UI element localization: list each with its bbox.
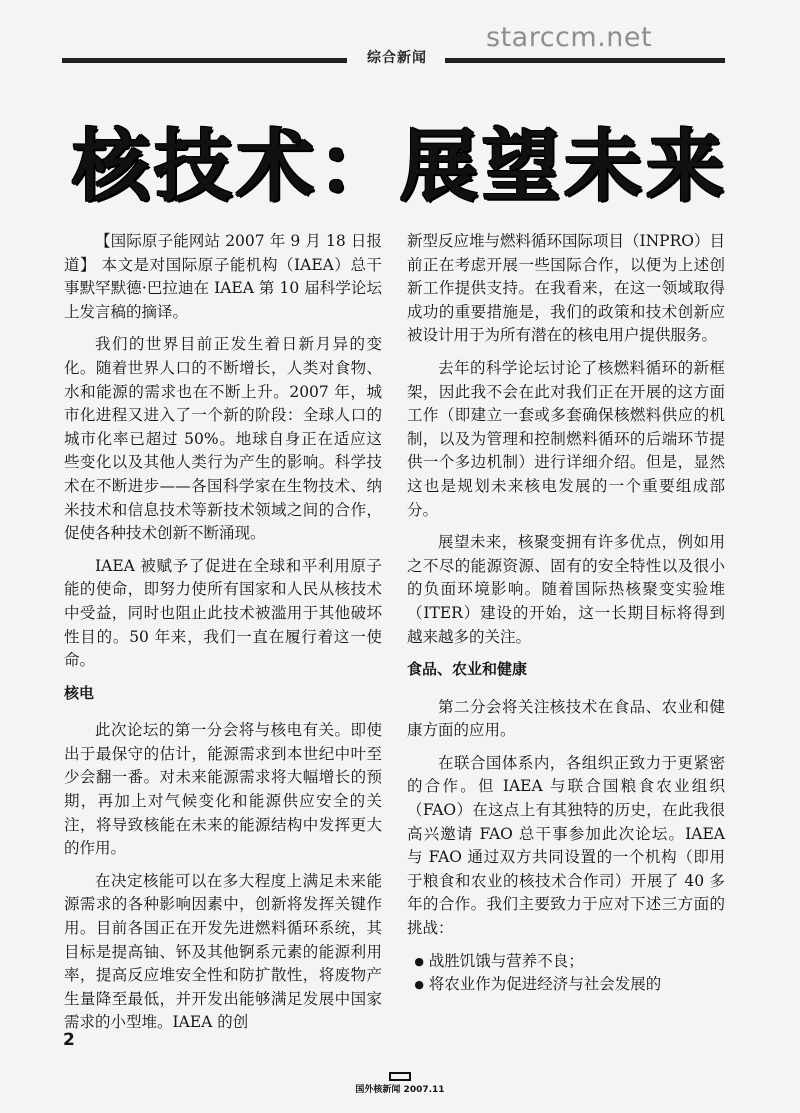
paragraph: 我们的世界目前正发生着日新月异的变化。随着世界人口的不断增长，人类对食物、水和能源的需求也在不断上升。2007 年，城市化进程又进入了一个新的阶段：全球人口的城市化率已超过 50%。地球自身正在适应这些变化以及其他人类行为产生的影响。科学技术在不断进步——各国科学家在生物技术、纳米技术和信息技术等新技术领域之间的合作，促使各种技术创新不断涌现。: [64, 335, 382, 543]
paragraph: 此次论坛的第一分会将与核电有关。即使出于最保守的估计，能源需求到本世纪中叶至少会翻一番。对未来能源需求将大幅增长的预期，再加上对气候变化和能源供应安全的关注，将导致核能在未来的能源结构中发挥更大的作用。: [64, 721, 382, 858]
intro-paragraph: 【国际原子能网站 2007 年 9 月 18 日报道】 本文是对国际原子能机构（IAEA）总干事默罕默德·巴拉迪在 IAEA 第 10 届科学论坛上发言稿的摘译。: [64, 232, 382, 321]
paragraph: IAEA 被赋予了促进在全球和平利用原子能的使命，即努力使所有国家和人民从核技术中受益，同时也阻止此技术被滥用于其他破坏性目的。50 年来，我们一直在履行着这一使命。: [64, 556, 382, 670]
publication-logo-icon: [389, 1072, 411, 1081]
article-title: 核技术：展望未来: [71, 122, 728, 212]
right-column: [407, 230, 725, 997]
paragraph: 展望未来，核聚变拥有许多优点，例如用之不尽的能源资源、固有的安全特性以及很小的负面环境影响。随着国际热核聚变实验堆（ITER）建设的开始，这一长期目标将得到越来越多的关注。: [407, 533, 725, 646]
paragraph: 去年的科学论坛讨论了核燃料循环的新框架，因此我不会在此对我们正在开展的这方面工作（即建立一套或多套确保核燃料供应的机制，以及为管理和控制燃料循环的后端环节提供一个多边机制）进行详细介绍。但是，显然这也是规划未来核电发展的一个重要组成部分。: [407, 358, 725, 519]
bullet-list: [407, 950, 725, 997]
publication-name: 国外核新闻 2007.11: [355, 1085, 445, 1095]
paragraph: 在决定核能可以在多大程度上满足未来能源需求的各种影响因素中，创新将发挥关键作用。目前各国正在开发先进燃料循环系统，其目标是提高铀、钚及其他锕系元素的能源利用率，提高反应堆安全性和防扩散性，将废物产生量降至最低，并开发出能够满足发展中国家需求的小型堆。IAEA 的创: [64, 871, 382, 1032]
paragraph: 新型反应堆与燃料循环国际项目（INPRO）目前正在考虑开展一些国际合作，以便为上述创新工作提供支持。在我看来，在这一领域取得成功的重要措施是，我们的政策和技术创新应被设计用于为所有潜在的核电用户提供服务。: [407, 232, 725, 345]
list-item: ● 将农业作为促进经济与社会发展的: [429, 973, 725, 997]
section-label: 综合新闻: [367, 50, 427, 66]
page-number: 2: [63, 1030, 75, 1050]
section-heading-food-agriculture-health: 食品、农业和健康: [407, 660, 528, 679]
paragraph: 第二分会将关注核技术在食品、农业和健康方面的应用。: [407, 697, 725, 740]
list-item: ● 战胜饥饿与营养不良；: [429, 950, 725, 974]
paragraph: 在联合国体系内，各组织正致力于更紧密的合作。但 IAEA 与联合国粮食农业组织（FAO）在这点上有其独特的历史，在此我很高兴邀请 FAO 总干事参加此次论坛。IAEA 与 FAO 通过双方共同设置的一个机构（即用于粮食和农业的核技术合作司）开展了 40 多年的合作。我们主要致力于应对下述三方面的挑战：: [407, 753, 725, 938]
footer: [0, 1072, 800, 1095]
header-rule-left: [62, 58, 347, 63]
left-column: [64, 230, 382, 1044]
section-heading-nuclear-power: 核电: [64, 683, 95, 702]
watermark: starccm.net: [486, 22, 653, 53]
header-rule-right: [445, 58, 725, 63]
